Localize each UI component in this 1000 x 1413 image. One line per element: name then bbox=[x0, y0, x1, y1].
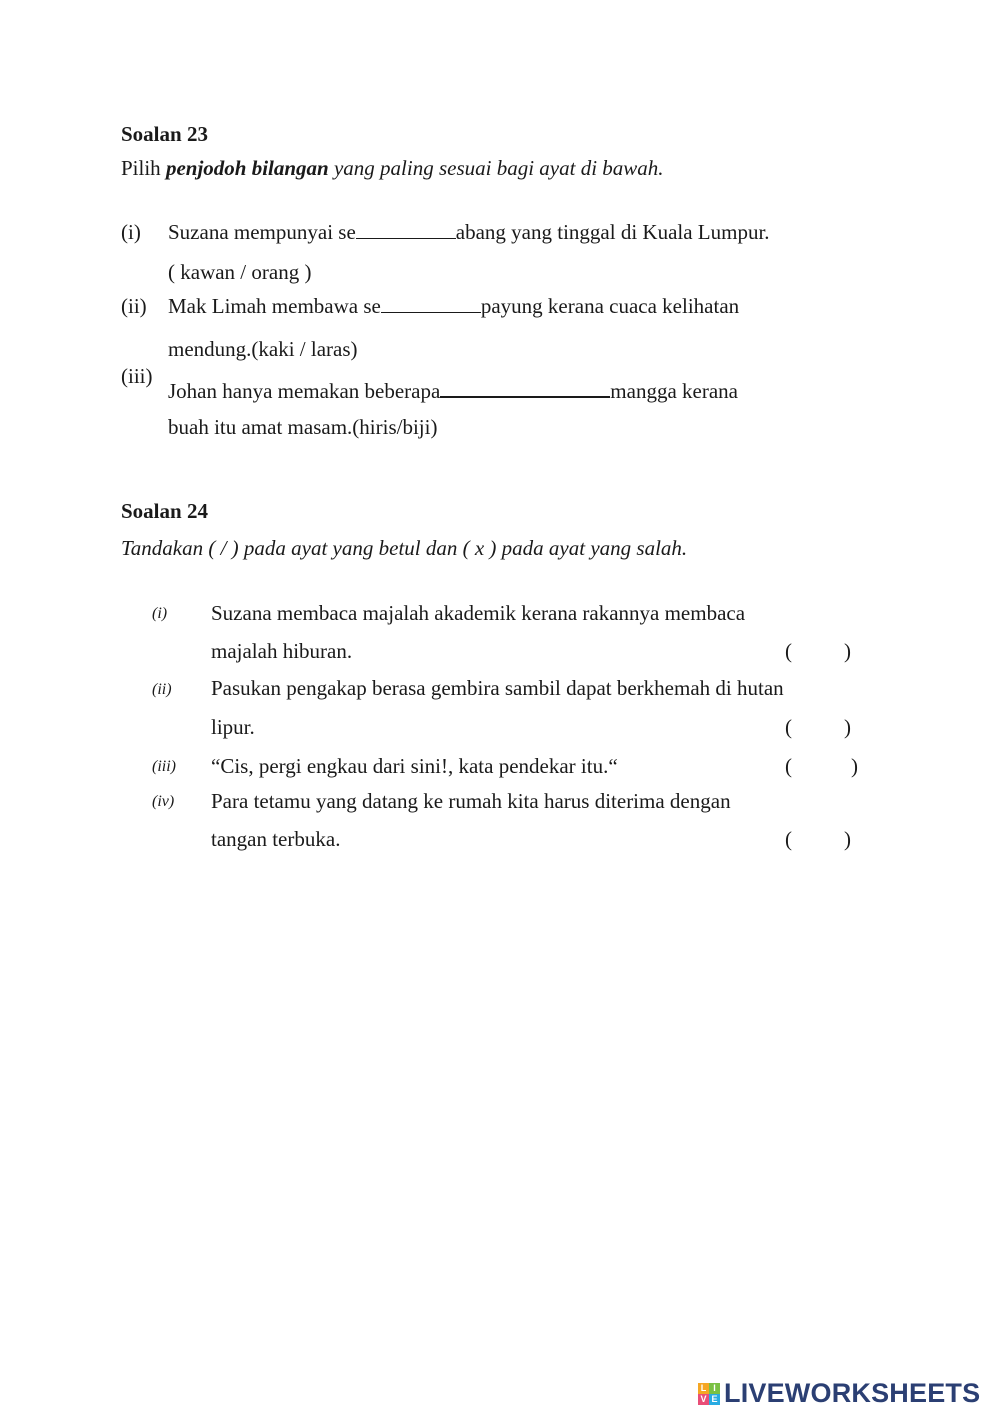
q23-item-2-number: (ii) bbox=[121, 294, 147, 318]
q24-item-3-close-paren: ) bbox=[851, 754, 858, 778]
logo-letter-i: I bbox=[709, 1383, 720, 1394]
q24-item-1-line1: Suzana membaca majalah akademik kerana rakannya membaca bbox=[211, 601, 746, 625]
q23-item-2-line1 bbox=[168, 294, 739, 319]
q23-item-3-after: mangga kerana bbox=[610, 379, 738, 403]
liveworksheets-logo-icon bbox=[698, 1383, 720, 1405]
q24-item-2-answer-box[interactable] bbox=[785, 715, 851, 740]
logo-letter-e: E bbox=[709, 1394, 720, 1405]
liveworksheets-brand bbox=[698, 1378, 980, 1409]
q23-item-1-line1 bbox=[168, 220, 770, 245]
q23-item-1-options: ( kawan / orang ) bbox=[168, 260, 312, 284]
logo-letter-l: L bbox=[698, 1383, 709, 1394]
q24-item-2-number: (ii) bbox=[152, 681, 172, 698]
q23-item-3-line2: buah itu amat masam.(hiris/biji) bbox=[168, 415, 438, 439]
q23-item-1-before: Suzana mempunyai se bbox=[168, 220, 356, 244]
q24-title: Soalan 24 bbox=[121, 499, 208, 523]
q23-item-2-before: Mak Limah membawa se bbox=[168, 294, 381, 318]
q24-item-1-open-paren: ( bbox=[785, 639, 792, 663]
q23-item-1-blank[interactable] bbox=[356, 220, 456, 239]
q24-instruction: Tandakan ( / ) pada ayat yang betul dan ( x ) pada ayat yang salah. bbox=[121, 536, 688, 560]
q24-item-4-answer-box[interactable] bbox=[785, 827, 851, 852]
q23-instruction-lead: Pilih bbox=[121, 156, 161, 180]
q23-instruction-rest: yang paling sesuai bagi ayat di bawah. bbox=[333, 156, 664, 180]
q23-item-3-blank[interactable] bbox=[440, 378, 610, 398]
q23-title: Soalan 23 bbox=[121, 122, 208, 146]
q24-item-2-line2: lipur. bbox=[211, 715, 255, 739]
q24-item-1-line2: majalah hiburan. bbox=[211, 639, 353, 663]
q23-item-3-before: Johan hanya memakan beberapa bbox=[168, 379, 441, 403]
q23-item-2-line2: mendung.(kaki / laras) bbox=[168, 337, 358, 361]
q23-item-2-after: payung kerana cuaca kelihatan bbox=[480, 294, 740, 318]
q24-item-2-line1: Pasukan pengakap berasa gembira sambil dapat berkhemah di hutan bbox=[211, 676, 784, 700]
q24-item-3-answer-box[interactable] bbox=[785, 754, 858, 779]
q24-item-4-open-paren: ( bbox=[785, 827, 792, 851]
q23-item-1-number: (i) bbox=[121, 220, 141, 244]
q23-item-3-number: (iii) bbox=[121, 364, 153, 388]
q24-item-3-number: (iii) bbox=[152, 758, 176, 775]
q23-instruction bbox=[121, 156, 664, 181]
q24-item-4-number: (iv) bbox=[152, 793, 175, 810]
logo-letter-v: V bbox=[698, 1394, 709, 1405]
q24-item-4-line1: Para tetamu yang datang ke rumah kita harus diterima dengan bbox=[211, 789, 731, 813]
q24-item-1-number: (i) bbox=[152, 605, 168, 622]
q24-item-3-line1: “Cis, pergi engkau dari sini!, kata pendekar itu.“ bbox=[211, 754, 618, 778]
q24-item-4-line2: tangan terbuka. bbox=[211, 827, 341, 851]
q23-item-1-after: abang yang tinggal di Kuala Lumpur. bbox=[455, 220, 770, 244]
liveworksheets-wordmark: LIVEWORKSHEETS bbox=[724, 1378, 981, 1408]
q24-item-1-close-paren: ) bbox=[844, 639, 851, 663]
q23-item-2-blank[interactable] bbox=[381, 294, 481, 313]
q24-item-2-open-paren: ( bbox=[785, 715, 792, 739]
q24-item-3-open-paren: ( bbox=[785, 754, 792, 778]
q23-item-3-line1 bbox=[168, 378, 738, 404]
q23-instruction-emph: penjodoh bilangan bbox=[165, 156, 329, 180]
q24-item-4-close-paren: ) bbox=[844, 827, 851, 851]
q24-item-1-answer-box[interactable] bbox=[785, 639, 851, 664]
q24-item-2-close-paren: ) bbox=[844, 715, 851, 739]
